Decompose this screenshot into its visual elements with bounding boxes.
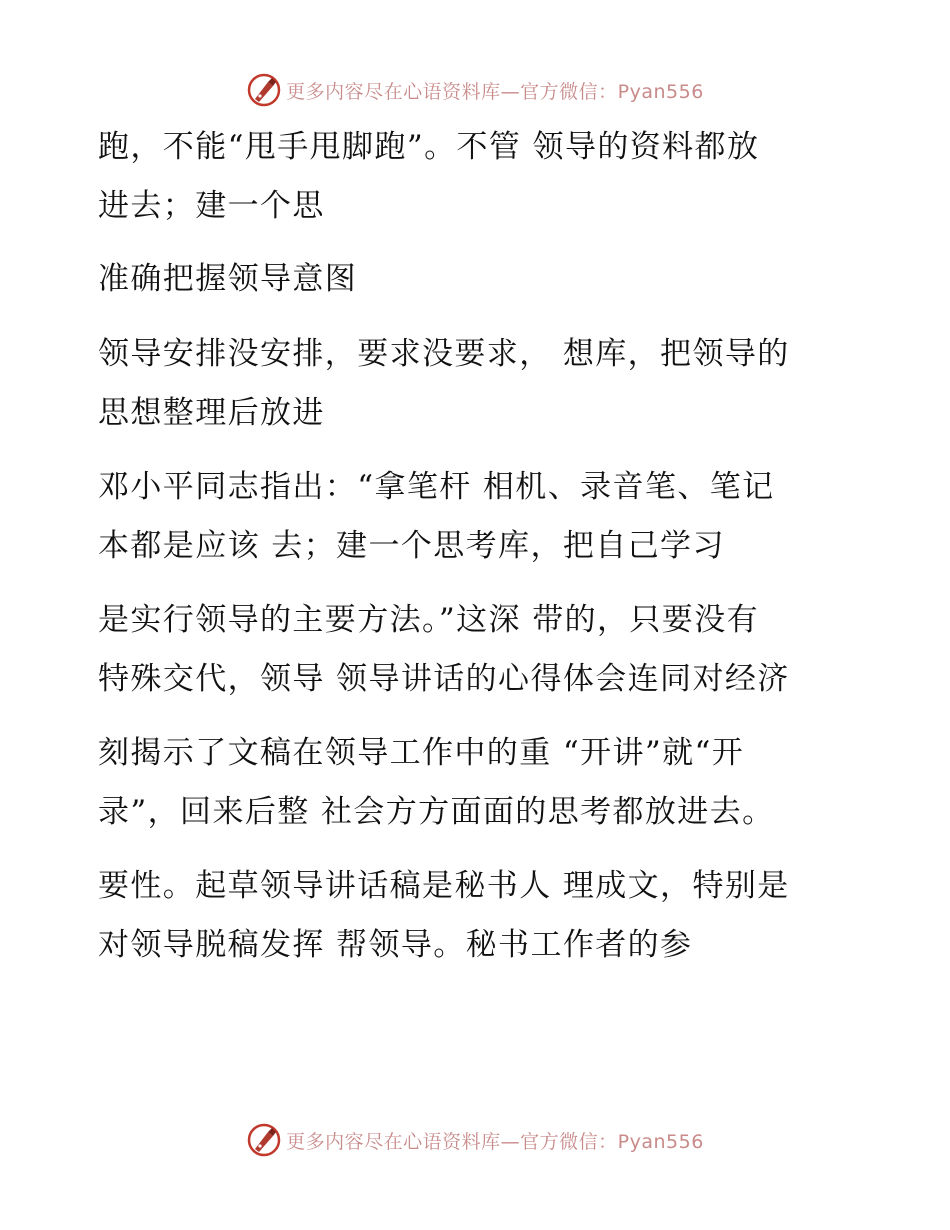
text-line: 刻揭示了文稿在领导工作中的重 “开讲”就“开 bbox=[98, 735, 745, 771]
text-line: 领导安排没安排，要求没要求， 想库，把领导的 bbox=[98, 336, 790, 372]
text-line: 对领导脱稿发挥 帮领导。秘书工作者的参 bbox=[98, 927, 693, 963]
pen-nib-logo-icon bbox=[246, 1122, 282, 1158]
watermark-inner bbox=[246, 1122, 704, 1158]
watermark-text: 更多内容尽在心语资料库—官方微信：Pyan556 bbox=[286, 80, 704, 103]
watermark-text: 更多内容尽在心语资料库—官方微信：Pyan556 bbox=[286, 1130, 704, 1153]
text-line: 要性。起草领导讲话稿是秘书人 理成文，特别是 bbox=[98, 868, 790, 904]
text-line: 跑，不能“甩手甩脚跑”。不管 领导的资料都放 bbox=[98, 129, 760, 165]
text-line: 进去；建一个思 bbox=[98, 188, 325, 224]
text-line: 思想整理后放进 bbox=[98, 395, 325, 431]
text-line: 准确把握领导意图 bbox=[98, 261, 358, 297]
text-line: 是实行领导的主要方法。”这深 带的，只要没有 bbox=[98, 602, 759, 638]
footer-watermark bbox=[0, 1120, 950, 1160]
text-line: 特殊交代，领导 领导讲话的心得体会连同对经济 bbox=[98, 661, 790, 697]
text-line: 录”，回来后整 社会方方面面的思考都放进去。 bbox=[98, 794, 775, 830]
text-line: 邓小平同志指出：“拿笔杆 相机、录音笔、笔记 bbox=[98, 469, 775, 505]
text-line: 本都是应该 去；建一个思考库，把自己学习 bbox=[98, 528, 725, 564]
